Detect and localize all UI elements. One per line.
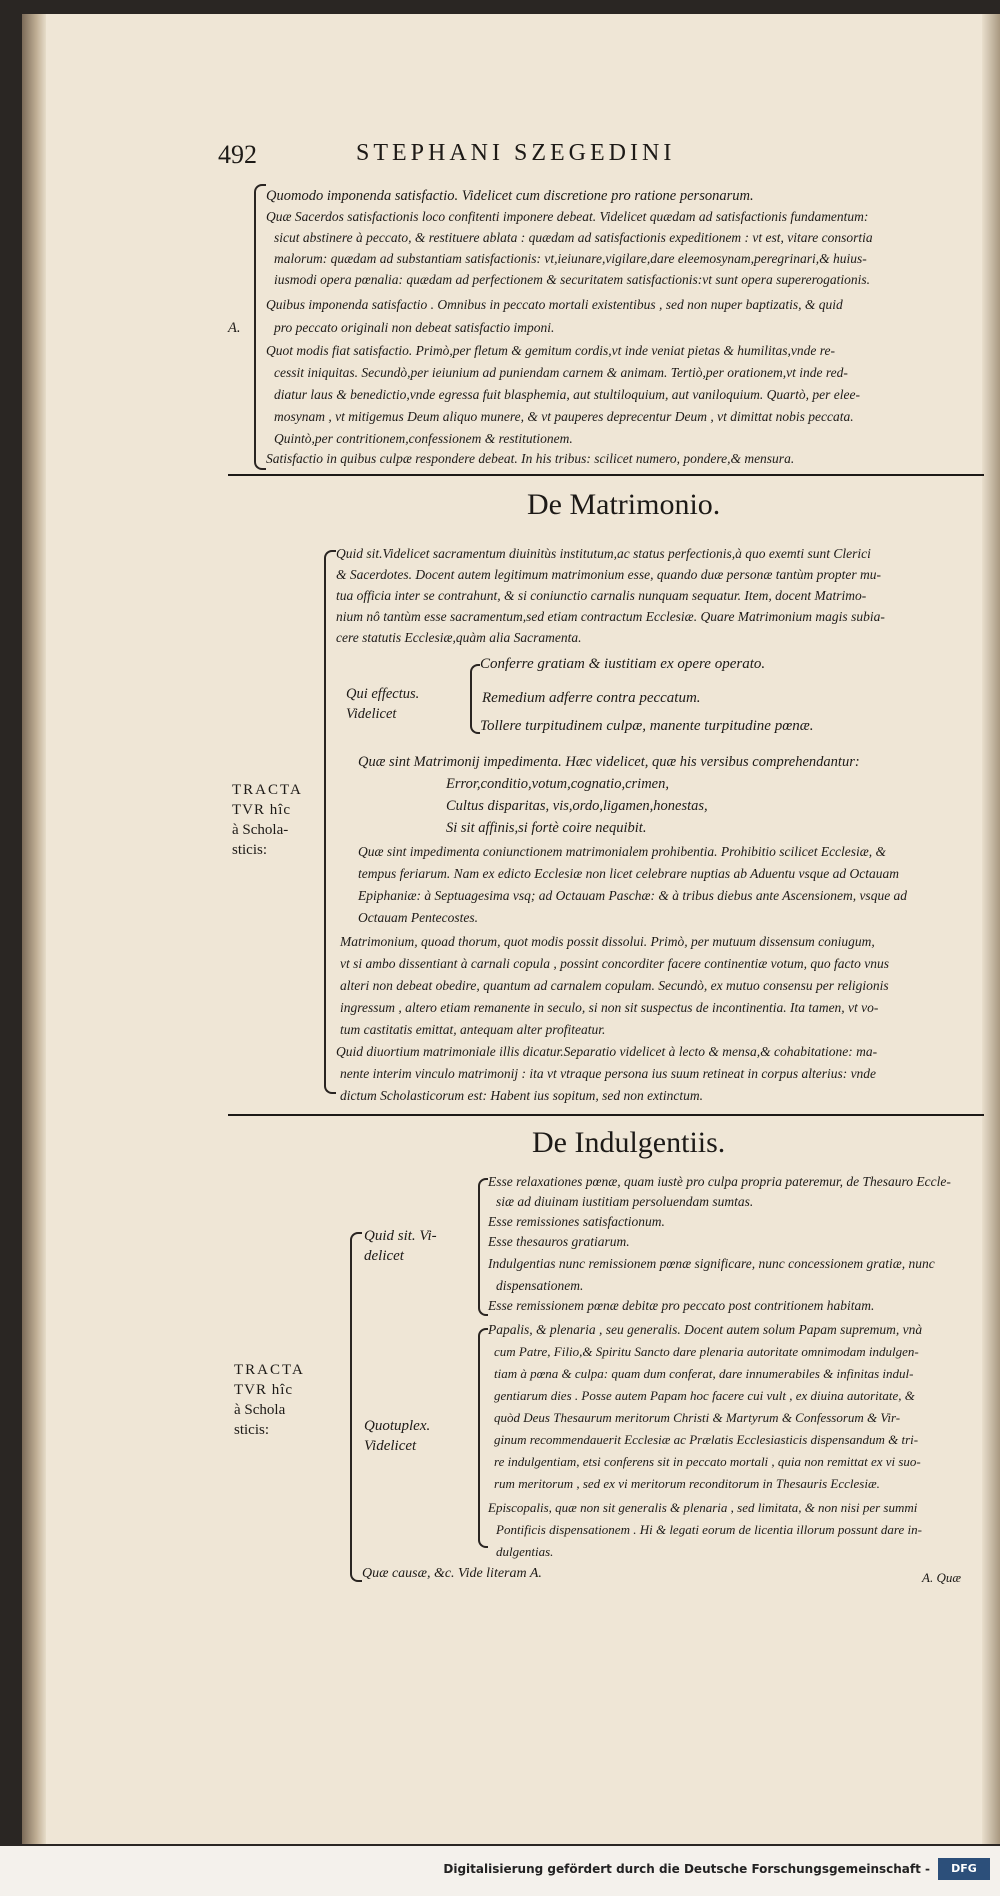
satisfaction-line: Quæ Sacerdos satisfactionis loco confitenti imponere debeat. Videlicet quædam ad satisfactionis fundamentum: <box>266 209 869 224</box>
diuortium-line: Quid diuortium matrimoniale illis dicatur.Separatio videlicet à lecto & mensa,& cohabitatione: ma- <box>336 1044 878 1059</box>
page-gutter <box>22 14 46 1844</box>
effectus-bracket <box>470 664 480 734</box>
quid-sit-line: cere statutis Ecclesiæ,quàm alia Sacramenta. <box>336 630 582 645</box>
catchword: A. Quæ <box>922 1570 961 1585</box>
tractatur-label <box>232 780 303 860</box>
effectus-item: Tollere turpitudinem culpæ, manente turpitudine pœnæ. <box>480 718 814 734</box>
quotuplex-bracket <box>478 1328 488 1548</box>
quid-sit-line: tua officia inter se contrahunt, & si coniunctio carnalis nunquam sequatur. Item, docent Matrimo- <box>336 588 867 603</box>
quid-sit-item: Indulgentias nunc remissionem pœnæ significare, nunc concessionem gratiæ, nunc <box>488 1256 935 1271</box>
impedimenta-verse: Error,conditio,votum,cognatio,crimen, <box>446 776 669 792</box>
tractatur-line: à Schola- <box>232 822 289 838</box>
quid-sit-line: & Sacerdotes. Docent autem legitimum matrimonium esse, quando duæ personæ tantùm propter mu- <box>336 567 881 582</box>
satisfaction-line: pro peccato originali non debeat satisfactio imponi. <box>274 320 555 335</box>
impedimenta-line: Quæ sint Matrimonij impedimenta. Hæc videlicet, quæ his versibus comprehendantur: <box>358 754 860 770</box>
diuortium-line: dictum Scholasticorum est: Habent ius sopitum, sed non extinctum. <box>340 1088 703 1103</box>
effectus-label <box>346 684 419 724</box>
tractatur-line: TRACTA <box>234 1362 305 1378</box>
matrimonio-bracket <box>324 550 336 1094</box>
footer-bar <box>0 1846 1000 1896</box>
tractatur-label <box>234 1360 305 1440</box>
dissolui-line: vt si ambo dissentiant à carnali copula , possint concorditer facere continentiæ votum, quo facto vnus <box>340 956 890 971</box>
page-edge <box>982 14 1000 1844</box>
papalis-line: rum meritorum , sed ex vi meritorum reconditorum in Thesauris Ecclesiæ. <box>494 1476 880 1491</box>
section-title-indulgentiis: De Indulgentiis. <box>532 1126 726 1159</box>
book-page <box>22 14 1000 1844</box>
quid-sit-item: Esse relaxationes pœnæ, quam iustè pro culpa propria pateremur, de Thesauro Eccle- <box>488 1174 951 1189</box>
impedimenta-verse: Cultus disparitas, vis,ordo,ligamen,honestas, <box>446 798 708 814</box>
dissolui-line: alteri non debeat obedire, quantum ad carnalem copulam. Secundò, ex mutuo consensu per religionis <box>340 978 889 993</box>
effectus-item: Remedium adferre contra peccatum. <box>482 690 701 706</box>
papalis-line: gentiarum dies . Posse autem Papam hoc facere cui vult , ex diuina autoritate, & <box>494 1388 915 1403</box>
prohibentia-line: Quæ sint impedimenta coniunctionem matrimonialem prohibentia. Prohibitio scilicet Ecclesiæ, & <box>358 844 887 859</box>
quid-sit-label-line: Quid sit. Vi- <box>364 1228 437 1244</box>
running-title: STEPHANI SZEGEDINI <box>356 140 676 166</box>
satisfaction-line: Quot modis fiat satisfactio. Primò,per fletum & gemitum cordis,vt inde veniat pietas & humilitas,vnde re- <box>266 343 835 358</box>
prohibentia-line: tempus feriarum. Nam ex edicto Ecclesiæ non licet celebrare nuptias ab Aduentu vsque ad Octauam <box>358 866 900 881</box>
papalis-line: ginum recommendauerit Ecclesiæ ac Prælatis Ecclesiasticis dispensandum & tri- <box>494 1432 919 1447</box>
quid-sit-label <box>364 1226 437 1266</box>
quid-sit-item: Esse remissionem pœnæ debitæ pro peccato post contritionem habitam. <box>488 1298 875 1313</box>
quid-sit-line: nium nô tantùm esse sacramentum,sed etiam contractum Ecclesiæ. Quare Matrimonium magis subia- <box>336 609 885 624</box>
satisfaction-line: diatur laus & benedictio,vnde egressa fuit blasphemia, aut stultiloquium, aut vaniloquium. Quartò, per elee- <box>274 387 860 402</box>
impedimenta-verse: Si sit affinis,si fortè coire nequibit. <box>446 820 647 836</box>
episcopalis-line: dulgentias. <box>496 1544 554 1559</box>
tractatur-line: TRACTA <box>232 782 303 798</box>
quotuplex-label <box>364 1416 430 1456</box>
diuortium-line: nente interim vinculo matrimonij : ita vt vtraque persona ius suum retineat in corpus alterius: vnde <box>340 1066 877 1081</box>
tractatur-line: à Schola <box>234 1402 286 1418</box>
quid-sit-item: dispensationem. <box>496 1278 584 1293</box>
effectus-label-line: Videlicet <box>346 706 397 722</box>
quid-sit-item: siæ ad diuinam iustitiam persoluendam sumtas. <box>496 1194 754 1209</box>
dissolui-line: tum castitatis emittat, antequam alter profiteatur. <box>340 1022 606 1037</box>
prohibentia-line: Octauam Pentecostes. <box>358 910 478 925</box>
satisfaction-line: sicut abstinere à peccato, & restituere ablata : quædam ad satisfactionis expeditionem : vt est, vitare consortia <box>274 230 873 245</box>
tractatur-line: sticis: <box>234 1422 270 1438</box>
footer-credit: Digitalisierung gefördert durch die Deutsche Forschungsgemeinschaft - <box>443 1862 930 1876</box>
episcopalis-line: Pontificis dispensationem . Hi & legati eorum de licentia illorum possunt dare in- <box>496 1522 922 1537</box>
quid-sit-line: Quid sit.Videlicet sacramentum diuinitùs institutum,ac status perfectionis,à quo exemti sunt Clerici <box>336 546 871 561</box>
satisfaction-line: malorum: quædam ad substantiam satisfactionis: vt,ieiunare,vigilare,dare eleemosynam,peregrinari,& huius- <box>274 251 867 266</box>
tractatur-line: sticis: <box>232 842 268 858</box>
quid-sit-bracket <box>478 1178 488 1316</box>
satisfaction-line: Satisfactio in quibus culpæ respondere debeat. In his tribus: scilicet numero, pondere,& mensura. <box>266 451 795 466</box>
satisfaction-marker: A. <box>228 320 241 336</box>
dissolui-line: ingressum , altero etiam remanente in seculo, si non sit suspectus de incontinentia. Ita tamen, vt vo- <box>340 1000 879 1015</box>
tractatur-line: TVR hîc <box>234 1382 294 1398</box>
episcopalis-line: Episcopalis, quæ non sit generalis & plenaria , sed limitata, & non nisi per summi <box>488 1500 918 1515</box>
last-line: Quæ causæ, &c. Vide literam A. <box>362 1566 542 1581</box>
prohibentia-line: Epiphaniæ: à Septuagesima vsq; ad Octauam Paschæ: & à tribus diebus ante Ascensionem, vsque ad <box>358 888 908 903</box>
effectus-item: Conferre gratiam & iustitiam ex opere operato. <box>480 656 766 672</box>
dissolui-line: Matrimonium, quoad thorum, quot modis possit dissolui. Primò, per mutuum dissensum coniugum, <box>340 934 875 949</box>
satisfaction-line: mosynam , vt mitigemus Deum aliquo munere, & vt pauperes deprecentur Deum , vt dimittat nobis peccata. <box>274 409 854 424</box>
tractatur-line: TVR hîc <box>232 802 292 818</box>
satisfaction-line: cessit iniquitas. Secundò,per ieiunium ad puniendam carnem & animam. Tertiò,per orationem,vt inde red- <box>274 365 848 380</box>
effectus-label-line: Qui effectus. <box>346 686 420 702</box>
satisfaction-line: iusmodi opera pœnalia: quædam ad perfectionem & securitatem satisfactionis:vt sunt opera supererogationis. <box>274 272 870 287</box>
papalis-line: quòd Deus Thesaurum meritorum Christi & Martyrum & Confessorum & Vir- <box>494 1410 901 1425</box>
indulgentiis-bracket <box>350 1232 362 1582</box>
papalis-line: Papalis, & plenaria , seu generalis. Docent autem solum Papam supremum, vnà <box>488 1322 923 1337</box>
quotuplex-label-line: Videlicet <box>364 1438 417 1454</box>
quotuplex-label-line: Quotuplex. <box>364 1418 431 1434</box>
satisfaction-line: Quomodo imponenda satisfactio. Videlicet cum discretione pro ratione personarum. <box>266 188 754 204</box>
page-number: 492 <box>218 140 257 169</box>
papalis-line: re indulgentiam, etsi conferens sit in peccato mortali , quia non remittat ex vi suo- <box>494 1454 921 1469</box>
section-rule <box>228 1114 984 1116</box>
section-rule <box>228 474 984 476</box>
quid-sit-item: Esse remissiones satisfactionum. <box>488 1214 665 1229</box>
quid-sit-label-line: delicet <box>364 1248 404 1264</box>
quid-sit-item: Esse thesauros gratiarum. <box>488 1234 630 1249</box>
satisfaction-line: Quintò,per contritionem,confessionem & restitutionem. <box>274 431 573 446</box>
satisfaction-line: Quibus imponenda satisfactio . Omnibus in peccato mortali existentibus , sed non nuper baptizatis, & quid <box>266 297 843 312</box>
section-title-matrimonio: De Matrimonio. <box>527 488 721 521</box>
papalis-line: cum Patre, Filio,& Spiritu Sancto dare plenaria autoritate omnimodam indulgen- <box>494 1344 919 1359</box>
papalis-line: tiam à pœna & culpa: quam dum conferat, dare innumerabiles & infinitas indul- <box>494 1366 914 1381</box>
dfg-logo: DFG <box>938 1858 990 1880</box>
satisfaction-bracket <box>254 184 266 470</box>
